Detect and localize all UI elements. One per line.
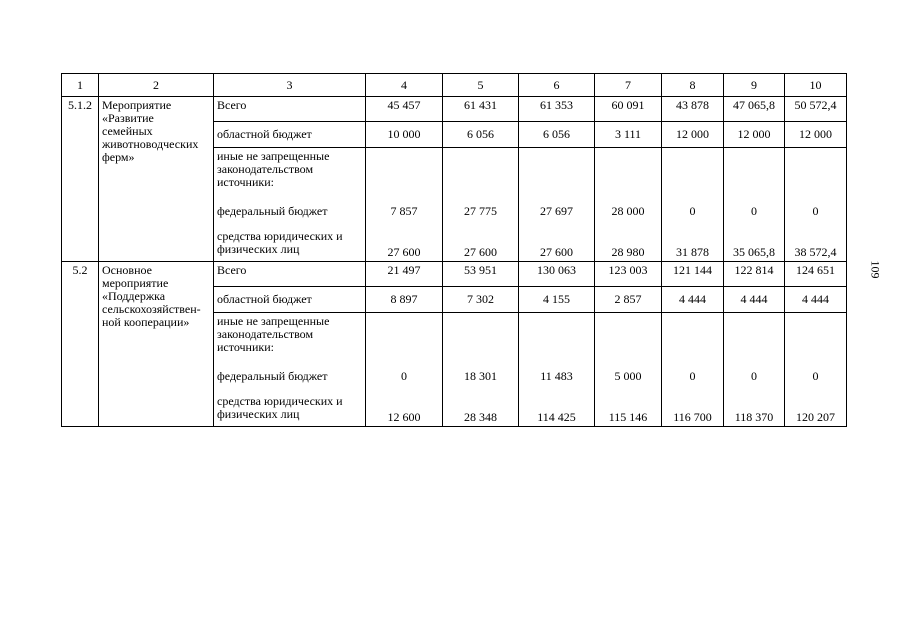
legal-entities-value: 28 348 — [464, 410, 497, 424]
regional-value: 7 302 — [443, 287, 519, 313]
legal-entities-value: 35 065,8 — [733, 245, 775, 259]
other-sources-label: иные не запрещенные — [217, 149, 330, 163]
federal-value: 27 697 — [540, 204, 573, 218]
other-sources-values — [595, 148, 662, 262]
regional-value: 4 155 — [519, 287, 595, 313]
federal-value: 0 — [689, 369, 696, 383]
section-name-line: Мероприятие — [102, 98, 172, 112]
column-header-1: 1 — [62, 74, 99, 97]
total-value: 61 431 — [443, 97, 519, 122]
legal-entities-value: 12 600 — [387, 410, 421, 424]
total-value: 123 003 — [595, 262, 662, 287]
column-header-6: 6 — [519, 74, 595, 97]
column-header-10: 10 — [785, 74, 847, 97]
other-sources-values — [785, 313, 847, 427]
table-row — [62, 262, 847, 287]
other-sources-values — [595, 313, 662, 427]
federal-value: 11 483 — [540, 369, 573, 383]
row-label-total: Всего — [214, 97, 366, 122]
regional-value: 12 000 — [724, 122, 785, 148]
header-row — [62, 74, 847, 97]
total-value: 130 063 — [519, 262, 595, 287]
total-value: 124 651 — [785, 262, 847, 287]
other-sources-label: источники: — [217, 340, 274, 354]
other-sources-values — [662, 313, 724, 427]
total-value: 121 144 — [662, 262, 724, 287]
regional-value: 4 444 — [785, 287, 847, 313]
section-name-line: семейных — [102, 124, 153, 138]
column-header-3: 3 — [214, 74, 366, 97]
row-label-regional: областной бюджет — [214, 122, 366, 148]
total-value: 43 878 — [662, 97, 724, 122]
regional-value: 6 056 — [443, 122, 519, 148]
other-sources-cell — [214, 148, 366, 262]
other-sources-label: законодательством — [217, 162, 314, 176]
section-code: 5.2 — [62, 262, 99, 427]
other-sources-values — [443, 148, 519, 262]
section-name — [99, 262, 214, 427]
column-header-9: 9 — [724, 74, 785, 97]
total-value: 53 951 — [443, 262, 519, 287]
other-sources-label: законодательством — [217, 327, 314, 341]
other-sources-values — [724, 313, 785, 427]
other-sources-values — [519, 148, 595, 262]
other-sources-values — [366, 148, 443, 262]
row-label-total: Всего — [214, 262, 366, 287]
row-label-federal: федеральный бюджет — [217, 369, 328, 383]
regional-value: 10 000 — [366, 122, 443, 148]
regional-value: 12 000 — [662, 122, 724, 148]
federal-value: 0 — [812, 204, 819, 218]
other-sources-cell — [214, 313, 366, 427]
other-sources-values — [724, 148, 785, 262]
legal-entities-label-line: физических лиц — [217, 407, 300, 421]
column-header-4: 4 — [366, 74, 443, 97]
legal-entities-value: 27 600 — [540, 245, 573, 259]
other-sources-values — [443, 313, 519, 427]
total-value: 122 814 — [724, 262, 785, 287]
regional-value: 3 111 — [595, 122, 662, 148]
other-sources-values — [785, 148, 847, 262]
section-name-line: ной кооперации» — [102, 315, 190, 329]
federal-value: 18 301 — [464, 369, 497, 383]
regional-value: 4 444 — [724, 287, 785, 313]
total-value: 45 457 — [366, 97, 443, 122]
federal-value: 28 000 — [611, 204, 645, 218]
legal-entities-value: 28 980 — [611, 245, 645, 259]
section-name-line: «Поддержка — [102, 289, 166, 303]
legal-entities-label-line: средства юридических и — [217, 229, 343, 243]
legal-entities-value: 114 425 — [537, 410, 576, 424]
other-sources-label: иные не запрещенные — [217, 314, 330, 328]
federal-value: 0 — [689, 204, 696, 218]
other-sources-values — [662, 148, 724, 262]
legal-entities-label-line: средства юридических и — [217, 394, 343, 408]
page-number: 109 — [868, 260, 883, 279]
total-value: 47 065,8 — [724, 97, 785, 122]
section-name-line: Основное — [102, 263, 152, 277]
federal-value: 0 — [751, 204, 757, 218]
federal-value: 0 — [401, 369, 407, 383]
federal-value: 0 — [812, 369, 819, 383]
legal-entities-value: 38 572,4 — [794, 245, 837, 259]
section-name — [99, 97, 214, 262]
other-sources-label: источники: — [217, 175, 274, 189]
row-label-regional: областной бюджет — [214, 287, 366, 313]
legal-entities-value: 27 600 — [464, 245, 497, 259]
regional-value: 8 897 — [366, 287, 443, 313]
legal-entities-value: 27 600 — [387, 245, 421, 259]
section-name-line: ферм» — [102, 150, 135, 164]
column-header-2: 2 — [99, 74, 214, 97]
other-sources-values — [519, 313, 595, 427]
federal-value: 5 000 — [614, 369, 642, 383]
section-name-line: «Развитие — [102, 111, 154, 125]
total-value: 60 091 — [595, 97, 662, 122]
budget-table — [61, 73, 847, 427]
section-name-line: мероприятие — [102, 276, 169, 290]
section-name-line: сельскохозяйствен- — [102, 302, 201, 316]
row-label-federal: федеральный бюджет — [217, 204, 328, 218]
total-value: 61 353 — [519, 97, 595, 122]
section-name-line: животноводческих — [102, 137, 199, 151]
section-code: 5.1.2 — [62, 97, 99, 262]
column-header-5: 5 — [443, 74, 519, 97]
federal-value: 7 857 — [390, 204, 418, 218]
legal-entities-label-line: физических лиц — [217, 242, 300, 256]
federal-value: 0 — [751, 369, 757, 383]
regional-value: 2 857 — [595, 287, 662, 313]
row-label-legal-entities — [217, 230, 362, 256]
regional-value: 6 056 — [519, 122, 595, 148]
legal-entities-value: 31 878 — [676, 245, 709, 259]
other-sources-values — [366, 313, 443, 427]
federal-value: 27 775 — [464, 204, 497, 218]
row-label-legal-entities — [217, 395, 362, 421]
regional-value: 4 444 — [662, 287, 724, 313]
total-value: 21 497 — [366, 262, 443, 287]
legal-entities-value: 116 700 — [673, 410, 712, 424]
column-header-7: 7 — [595, 74, 662, 97]
table-row — [62, 97, 847, 122]
regional-value: 12 000 — [785, 122, 847, 148]
legal-entities-value: 115 146 — [608, 410, 648, 424]
column-header-8: 8 — [662, 74, 724, 97]
legal-entities-value: 120 207 — [796, 410, 835, 424]
legal-entities-value: 118 370 — [734, 410, 774, 424]
total-value: 50 572,4 — [785, 97, 847, 122]
